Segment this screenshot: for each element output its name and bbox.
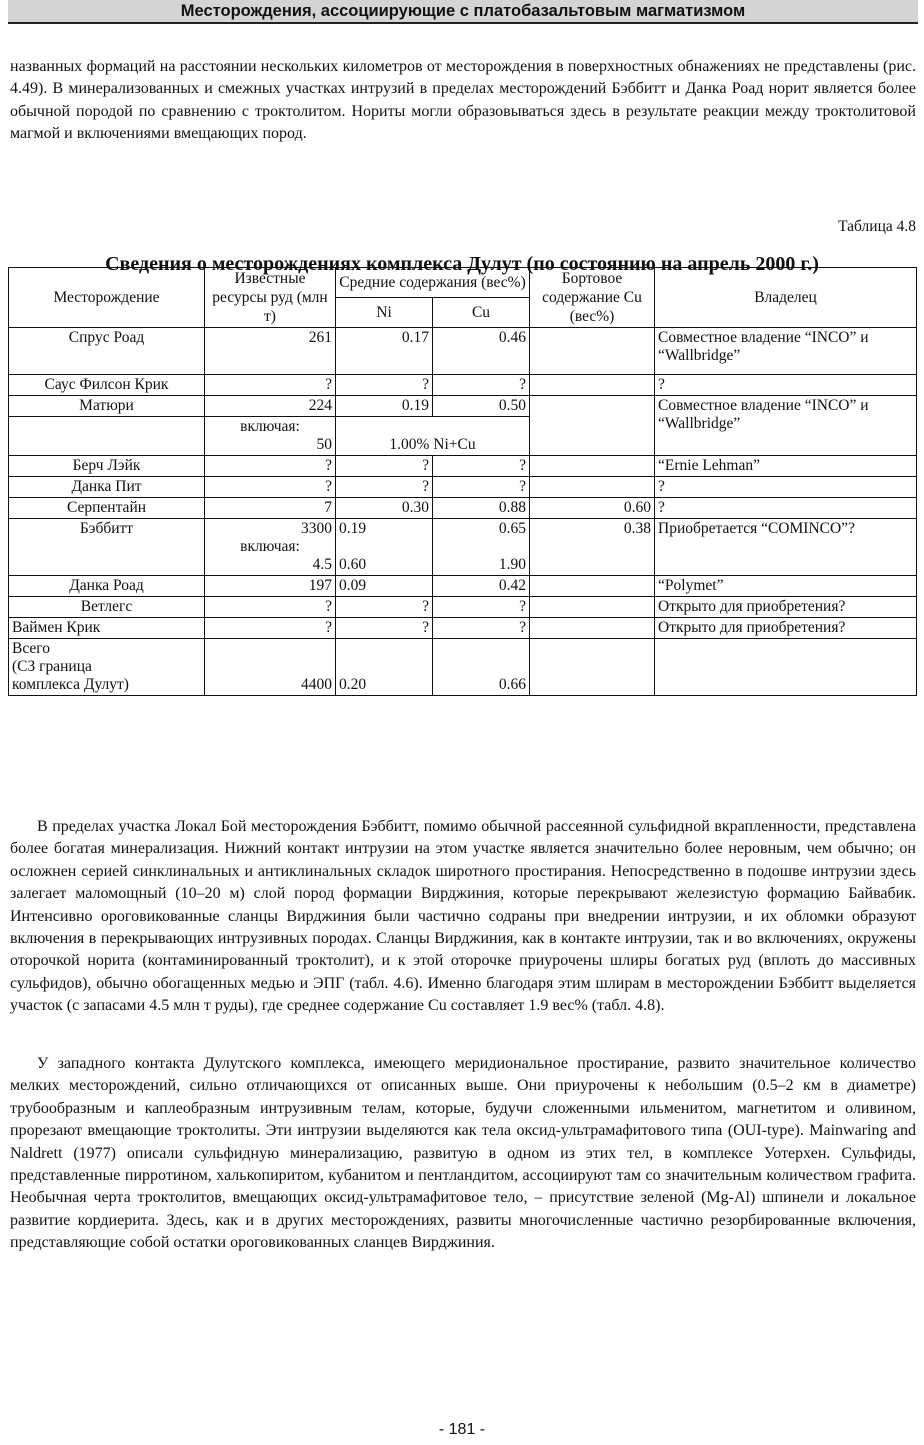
- cu-value: [433, 519, 530, 576]
- cu-value: ?: [433, 477, 530, 498]
- ni-value: 0.30: [336, 498, 433, 519]
- cu-value: ?: [433, 597, 530, 618]
- cu-main: 0.65: [498, 520, 527, 537]
- table-row: [9, 396, 917, 417]
- deposit-name: Серпентайн: [9, 498, 205, 519]
- table-number: Таблица 4.8: [838, 218, 916, 235]
- owner-value: ?: [655, 477, 917, 498]
- cutoff-value: 0.60: [530, 498, 655, 519]
- deposit-name: Данка Пит: [9, 477, 205, 498]
- cu-value: ?: [433, 375, 530, 396]
- header-cu: Cu: [433, 298, 530, 328]
- ni-main: 0.19: [339, 520, 367, 537]
- owner-value: [655, 639, 917, 696]
- including-label: включая:: [240, 538, 300, 555]
- deposit-name: Саус Филсон Крик: [9, 375, 205, 396]
- cu-value: ?: [433, 618, 530, 639]
- ni-value: 0.17: [336, 328, 433, 375]
- cutoff-value: [530, 396, 655, 456]
- resources-value: ?: [205, 597, 336, 618]
- header-owner: Владелец: [655, 268, 917, 328]
- resources-value: ?: [205, 456, 336, 477]
- total-label-line2: (СЗ граница: [12, 658, 92, 675]
- intro-paragraph: названных формаций на расстоянии нескольких километров от месторождения в поверхностных обнажениях не представлены (рис. 4.49). В минерализованных и смежных участках интрузий в пределах месторождений Бэббитт и Данка Роад норит является более обычной породой по сравнению с троктолитом. Нориты могли образовываться здесь в результате реакции между троктолитовой магмой и включениями вмещающих пород.: [10, 58, 916, 143]
- deposit-name: Бэббитт: [9, 519, 205, 576]
- resources-value: 224: [205, 396, 336, 417]
- owner-value: ?: [655, 375, 917, 396]
- resources-value: ?: [205, 618, 336, 639]
- header-cutoff: Бортовое содержание Cu (вес%): [530, 268, 655, 328]
- ni-value: ?: [336, 597, 433, 618]
- resources-value: ?: [205, 375, 336, 396]
- table-row: [9, 456, 917, 477]
- table-row: [9, 597, 917, 618]
- cu-value: 0.46: [433, 328, 530, 375]
- running-head: Месторождения, ассоциирующие с платобазальтовым магматизмом: [8, 0, 918, 24]
- cu-value: 0.66: [433, 639, 530, 696]
- ni-value: 0.20: [336, 639, 433, 696]
- cutoff-value: [530, 597, 655, 618]
- owner-value: Совместное владение “INCO” и “Wallbridge”: [655, 328, 917, 375]
- table-row: [9, 576, 917, 597]
- header-ni: Ni: [336, 298, 433, 328]
- table-row-total: [9, 639, 917, 696]
- ni-value: ?: [336, 477, 433, 498]
- total-label: Всего: [12, 640, 51, 657]
- table-header-row: [9, 268, 917, 298]
- cutoff-value: [530, 375, 655, 396]
- deposit-name: Матюри: [9, 396, 205, 417]
- owner-value: “Polymet”: [655, 576, 917, 597]
- body-paragraph-1: В пределах участка Локал Бой месторождения Бэббитт, помимо обычной рассеянной сульфидной вкрапленности, представлена более богатая минерализация. Нижний контакт интрузии на этом участке является значительно более неровным, чем обычно; он осложнен серией синклинальных и антиклинальных складок широтного простирания. Непосредственно в подошве интрузии здесь залегает маломощный (10–20 м) слой пород формации Вирджиния, которые перекрывают железистую формацию Байвабик. Интенсивно ороговикованные сланцы Вирджиния были частично содраны при внедрении интрузии, и их обломки образуют включения в перекрывающих интрузивных породах. Сланцы Вирджиния, как в контакте интрузии, так и во включениях, окружены оторочкой норита (контаминированный троктолит), и к этой оторочке приурочены шлиры богатых руд (вплоть до массивных сульфидов), обычно обогащенных медью и ЭПГ (табл. 4.6). Именно благодаря этим шлирам в месторождении Бэббитт выделяется участок (с запасами 4.5 млн т руды), где среднее содержание Cu составляет 1.9 вес% (табл. 4.8).: [10, 818, 916, 1015]
- cutoff-value: [530, 618, 655, 639]
- including-ni: 0.60: [339, 556, 367, 573]
- ni-value: 0.19: [336, 396, 433, 417]
- owner-value: Приобретается “COMINCO”?: [655, 519, 917, 576]
- deposit-name: Данка Роад: [9, 576, 205, 597]
- table-row: [9, 477, 917, 498]
- deposit-name: Ваймен Крик: [9, 618, 205, 639]
- header-resources: Известные ресурсы руд (млн т): [205, 268, 336, 328]
- resources-value: 7: [205, 498, 336, 519]
- deposit-name: Берч Лэйк: [9, 456, 205, 477]
- cu-value: 0.88: [433, 498, 530, 519]
- deposit-name: Спрус Роад: [9, 328, 205, 375]
- resources-value: 197: [205, 576, 336, 597]
- resources-value: 261: [205, 328, 336, 375]
- table-row: [9, 328, 917, 375]
- ni-value: ?: [336, 375, 433, 396]
- cutoff-value: [530, 477, 655, 498]
- including-resources: 50: [316, 436, 332, 453]
- ni-value: ?: [336, 456, 433, 477]
- table-row: [9, 519, 917, 576]
- including-cu: 1.90: [498, 556, 527, 573]
- owner-value: Открыто для приобретения?: [655, 597, 917, 618]
- cutoff-value: [530, 639, 655, 696]
- deposit-name: [9, 639, 205, 696]
- resources-value: ?: [205, 477, 336, 498]
- table-row: [9, 498, 917, 519]
- including-resources: 4.5: [312, 556, 332, 573]
- including-grade: 1.00% Ni+Cu: [336, 417, 530, 456]
- owner-value: ?: [655, 498, 917, 519]
- resources-main: 3300: [301, 520, 332, 537]
- owner-value: “Ernie Lehman”: [655, 456, 917, 477]
- cu-value: 0.50: [433, 396, 530, 417]
- cutoff-value: 0.38: [530, 519, 655, 576]
- body-paragraph-2: У западного контакта Дулутского комплекса, имеющего меридиональное простирание, развито значительное количество мелких месторождений, сильно отличающихся от описанных выше. Они приурочены к небольшим (0.5–2 км в диаметре) трубообразным и каплеобразным интрузивным телам, которые, будучи сложенными ильменитом, магнетитом и оливином, прорезают вмещающие троктолиты. Эти интрузии выделяются как тела оксид-ультрамафитового типа (OUI-type). Mainwaring and Naldrett (1977) описали сульфидную минерализацию, развитую в одном из этих тел, в комплексе Уотерхен. Сульфиды, представленные пирротином, халькопиритом, кубанитом и пентландитом, ассоциируют там со значительным количеством графита. Необычная черта троктолитов, вмещающих оксид-ультрамафитовое тело, – присутствие зеленой (Mg-Al) шпинели и локальное развитие кордиерита. Здесь, как и в других месторождениях, развиты многочисленные частично резорбированные включения, представляющие собой остатки ороговикованных сланцев Вирджиния.: [10, 1055, 916, 1252]
- table-title: Сведения о месторождениях комплекса Дулут (по состоянию на апрель 2000 г.): [105, 253, 819, 275]
- ni-value: 0.09: [336, 576, 433, 597]
- ni-value: [336, 519, 433, 576]
- deposit-name-empty: [9, 417, 205, 456]
- table-row: [9, 375, 917, 396]
- table-row: [9, 618, 917, 639]
- page-number: - 181 -: [438, 1421, 486, 1438]
- total-label-line3: комплекса Дулут): [12, 676, 129, 693]
- resources-value: 4400: [205, 639, 336, 696]
- cu-value: ?: [433, 456, 530, 477]
- cu-value: 0.42: [433, 576, 530, 597]
- owner-value: Открыто для приобретения?: [655, 618, 917, 639]
- ni-value: ?: [336, 618, 433, 639]
- deposits-table: [8, 267, 917, 696]
- resources-value: [205, 417, 336, 456]
- resources-value: [205, 519, 336, 576]
- cutoff-value: [530, 328, 655, 375]
- header-deposit: Месторождение: [9, 268, 205, 328]
- cutoff-value: [530, 456, 655, 477]
- owner-value: Совместное владение “INCO” и “Wallbridge”: [655, 396, 917, 456]
- including-label: включая:: [240, 418, 300, 435]
- header-grades: Средние содержания (вес%): [336, 268, 530, 298]
- cutoff-value: [530, 576, 655, 597]
- deposit-name: Ветлегс: [9, 597, 205, 618]
